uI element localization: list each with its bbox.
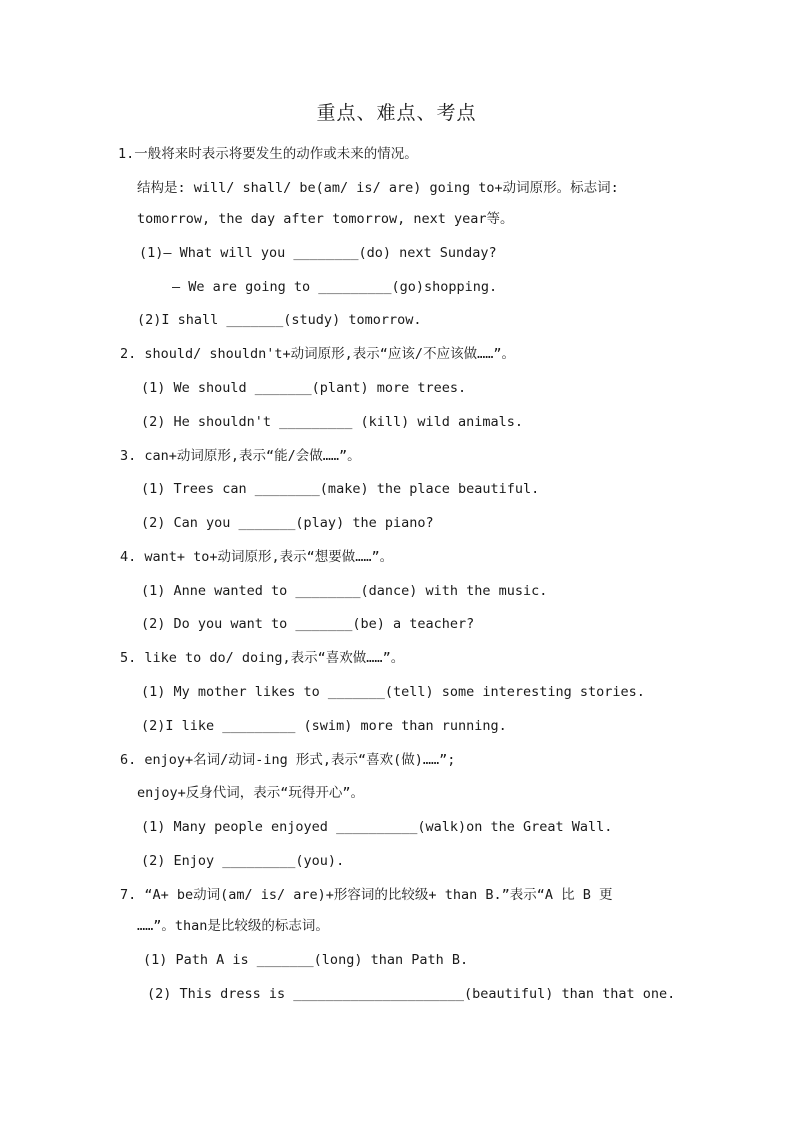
section-1-signal-words: tomorrow, the day after tomorrow, next year等。 — [137, 211, 514, 227]
exercise-4-1: (1) Anne wanted to ________(dance) with the music. — [141, 583, 548, 599]
exercise-3-1: (1) Trees can ________(make) the place beautiful. — [141, 481, 540, 497]
section-4-heading: 4. want+ to+动词原形,表示“想要做……”。 — [120, 549, 394, 565]
page-title: 重点、难点、考点 — [316, 102, 477, 124]
section-1-structure: 结构是: will/ shall/ be(am/ is/ are) going to+动词原形。标志词: — [137, 180, 619, 196]
section-1-heading: 1.一般将来时表示将要发生的动作或未来的情况。 — [118, 146, 418, 162]
exercise-2-2: (2) He shouldn't _________ (kill) wild animals. — [141, 414, 524, 430]
section-3-heading: 3. can+动词原形,表示“能/会做……”。 — [120, 448, 361, 464]
section-5-heading: 5. like to do/ doing,表示“喜欢做……”。 — [120, 650, 405, 666]
exercise-6-2: (2) Enjoy _________(you). — [141, 853, 345, 869]
exercise-5-2: (2)I like _________ (swim) more than running. — [141, 718, 507, 734]
exercise-6-1: (1) Many people enjoyed __________(walk)on the Great Wall. — [141, 819, 613, 835]
section-7-heading: 7. “A+ be动词(am/ is/ are)+形容词的比较级+ than B.”表示“A 比 B 更 — [120, 887, 613, 903]
section-7-note: ……”。than是比较级的标志词。 — [137, 918, 329, 934]
section-6-heading: 6. enjoy+名词/动词-ing 形式,表示“喜欢(做)……”; — [120, 752, 456, 768]
exercise-3-2: (2) Can you _______(play) the piano? — [141, 515, 434, 531]
section-6-reflexive: enjoy+反身代词，表示“玩得开心”。 — [137, 785, 365, 801]
exercise-1-1-question: (1)— What will you ________(do) next Sunday? — [139, 245, 497, 261]
exercise-7-1: (1) Path A is _______(long) than Path B. — [143, 952, 469, 968]
exercise-4-2: (2) Do you want to _______(be) a teacher? — [141, 616, 475, 632]
exercise-1-2: (2)I shall _______(study) tomorrow. — [137, 312, 422, 328]
exercise-5-1: (1) My mother likes to _______(tell) some interesting stories. — [141, 684, 645, 700]
section-2-heading: 2. should/ shouldn't+动词原形,表示“应该/不应该做……”。 — [120, 346, 515, 362]
exercise-2-1: (1) We should _______(plant) more trees. — [141, 380, 467, 396]
exercise-1-1-answer: — We are going to _________(go)shopping. — [172, 279, 498, 295]
exercise-7-2: (2) This dress is _____________________(beautiful) than that one. — [147, 986, 676, 1002]
